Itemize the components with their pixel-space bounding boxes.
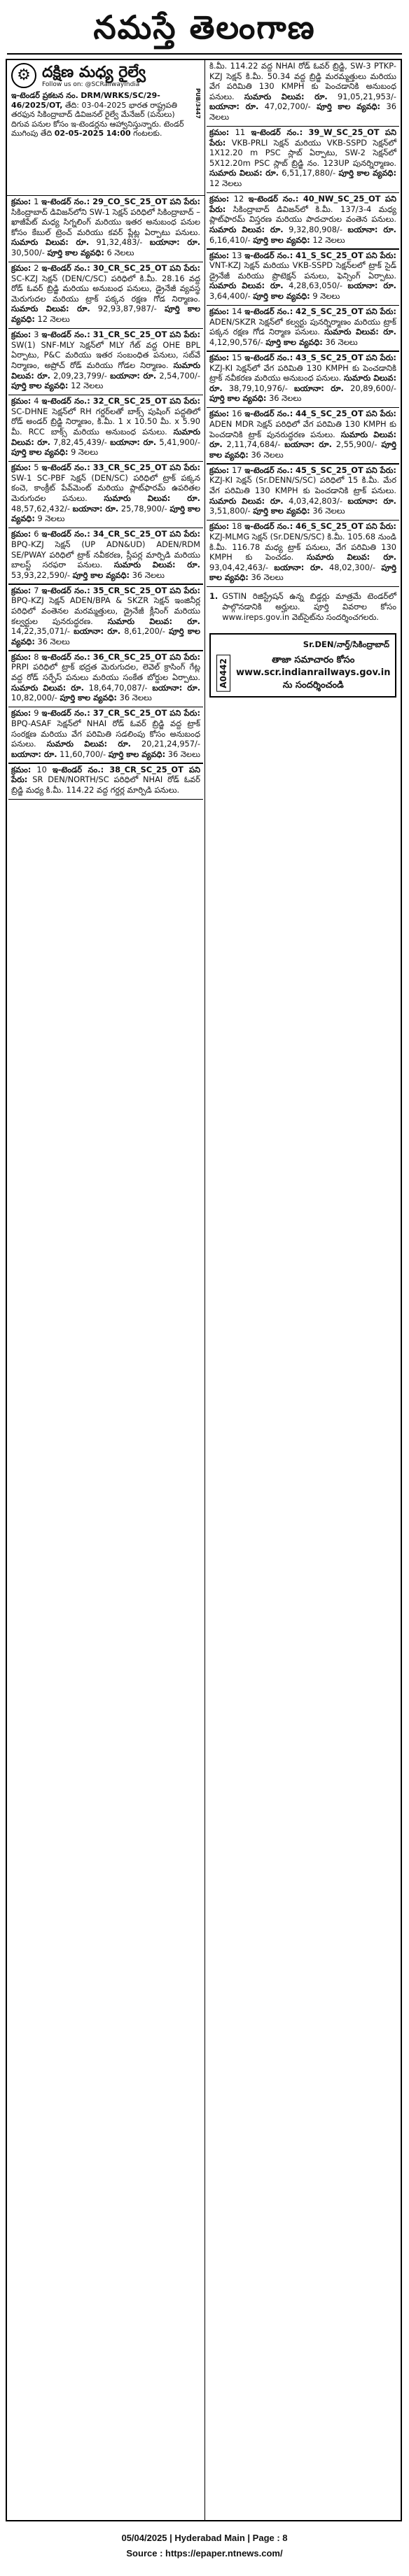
entry-tender-no: 31_CR_SC_25_OT xyxy=(92,330,167,340)
entry-work-text: ADEN/SKZR సెక్షన్‌లో కల్వర్టు పునర్నిర్మాణం మరియు ట్రాక్ పక్కన రక్షణ గోడ నిర్మాణ పనులు. xyxy=(209,316,396,337)
entry-work-label: పని పేరు: xyxy=(366,306,396,317)
entry-work-label: పని పేరు: xyxy=(366,250,396,260)
gstin-text: GSTIN రిజిస్ట్రేషన్ ఉన్న బిడ్డర్లు మాత్రమే టెండర్‌లో పాల్గొనడానికి అర్హులు. పూర్తి వివరాల కోసం www.ireps.gov.in వెబ్‌సైట్‌ను సందర్శించగలరు. xyxy=(222,591,396,622)
entry-tender-no: 33_CR_SC_25_OT xyxy=(92,462,167,473)
entry-serial: 13 xyxy=(232,250,242,260)
tender-entry xyxy=(205,127,401,192)
entry-tender-no: 42_S_SC_25_OT xyxy=(296,306,363,317)
entry-serial-label: క్రమం: xyxy=(11,764,32,774)
entry-emd-label: బయానా: రూ. xyxy=(74,626,121,637)
tender-entry xyxy=(7,528,204,583)
entry-work-text: VKB-PRLI సెక్షన్ మరియు VKB-SSPD సెక్షన్‌లో 1X12.20 m PSC స్లాబ్ ఏర్పాటు, SW-2 సెక్షన్‌లో 5X12.20m PSC స్లాబ్ బ్రిడ్జి నం. 123UP పునర్నిర్మాణం. xyxy=(209,137,396,168)
entry-tender-label: ఇ-టెండర్ నం.: xyxy=(41,330,90,340)
entry-cost: 91,05,21,953/- xyxy=(337,91,397,101)
entry-tender-label: ఇ-టెండర్ నం.: xyxy=(244,306,293,317)
entry-cost-label: సుమారు విలువ: రూ. xyxy=(209,373,396,393)
entry-serial-label: క్రమం: xyxy=(209,306,230,317)
entry-tender-label: ఇ-టెండర్ నం.: xyxy=(244,465,293,475)
entry-work-text: కి.మీ. 114.22 వద్ద NHAI రోడ్ ఓవర్ బ్రిడ్జి, SW-3 PTKP-KZJ సెక్షన్ కి.మీ. 50.34 వద్ద బ్రిడ్జి మరమ్మత్తులు మరియు వేగ పరిమితి 130 KMPH కు పెంచడానికి అనుబంధ పనులు. xyxy=(209,61,396,101)
entry-tender-no: 45_S_SC_25_OT xyxy=(296,465,363,475)
entry-period: 36 నెలలు xyxy=(269,393,302,404)
entry-period: 12 నెలలు xyxy=(37,314,70,325)
entry-cost-label: సుమారు విలువ: రూ. xyxy=(11,360,201,381)
right-entry-list xyxy=(205,60,401,587)
left-entry-list xyxy=(7,196,204,800)
entry-emd: 10,82,000/- xyxy=(11,693,57,703)
entry-period-label: పూర్తి కాల వ్యవధి: xyxy=(209,393,267,404)
entry-work-label: పని పేరు: xyxy=(169,462,201,473)
entry-serial: 7 xyxy=(34,585,39,595)
entry-tender-no: 39_W_SC_25_OT xyxy=(308,127,380,138)
entry-emd-label: బయానా: రూ. xyxy=(11,749,57,759)
entry-period-label: పూర్తి కాల వ్యవధి: xyxy=(11,304,201,325)
entry-emd: 30,500/- xyxy=(11,247,45,257)
entry-work-text: BPQ-ASAF సెక్షన్‌లో NHAI రోడ్ ఓవర్ బ్రిడ్జి వద్ద ట్రాక్ సంరక్షణ మరియు వేగ పరిమితి సడలింపు కోసం అనుబంధ పనులు. xyxy=(11,718,200,749)
entry-work-text: సికింద్రాబాద్ డివిజన్‌లో కి.మీ. 137/3-4 మధ్య ప్లాట్‌ఫారమ్ విస్తరణ మరియు పాదచారుల వంతెన పనులు. xyxy=(209,204,397,225)
entry-serial-label: క్రమం: xyxy=(11,529,32,539)
entry-period-label: పూర్తి కాల వ్యవధి: xyxy=(11,381,69,391)
entry-tender-no: 43_S_SC_25_OT xyxy=(296,352,363,362)
entry-tender-no: 41_S_SC_25_OT xyxy=(296,250,363,260)
tender-entry xyxy=(7,651,204,707)
tender-entry xyxy=(205,60,401,126)
entry-tender-label: ఇ-టెండర్ నం.: xyxy=(41,197,90,206)
entry-period-label: పూర్తి కాల వ్యవధి: xyxy=(317,101,381,112)
entry-work-label: పని పేరు: xyxy=(169,708,201,719)
entry-serial-label: క్రమం: xyxy=(11,708,32,719)
entry-emd: 5,41,900/- xyxy=(159,437,200,447)
entry-tender-no: 38_CR_SC_25_OT xyxy=(109,764,183,774)
entry-serial-label: క్రమం: xyxy=(209,250,230,260)
entry-cost-label: సుమారు విలువ: రూ. xyxy=(209,224,284,234)
tender-entry xyxy=(7,196,204,262)
entry-work-label: పని పేరు: xyxy=(11,764,200,785)
entry-tender-label: ఇ-టెండర్ నం.: xyxy=(41,585,90,595)
tender-entry xyxy=(205,408,401,463)
masthead-rule xyxy=(7,53,402,55)
entry-tender-label: ఇ-టెండర్ నం.: xyxy=(248,194,299,204)
entry-serial: 14 xyxy=(232,306,242,317)
entry-work-label: పని పేరు: xyxy=(209,194,396,214)
follow-line: Follow us on: @SCRailwayIndia xyxy=(42,81,140,88)
gstin-number: 1. xyxy=(209,591,219,602)
entry-emd: 3,51,800/- xyxy=(209,506,251,516)
entry-period-label: పూర్తి కాల వ్యవధి: xyxy=(253,234,310,245)
entry-work-text: KZJ-KI సెక్షన్‌లో వేగ పరిమితి 130 KMPH కు పెంచడానికి ట్రాక్ నవీకరణ మరియు అనుబంధ పనులు. xyxy=(209,362,396,383)
tender-entry xyxy=(205,352,401,407)
railway-name: దక్షిణ మధ్య రైల్వే xyxy=(42,63,146,81)
entry-serial: 9 xyxy=(34,708,39,719)
entry-tender-label: ఇ-టెండర్ నం.: xyxy=(251,127,303,138)
entry-period-label: పూర్తి కాల వ్యవధి: xyxy=(11,626,200,646)
entry-work-label: పని పేరు: xyxy=(366,521,396,532)
entry-cost-label: సుమారు విలువ: రూ. xyxy=(104,493,200,504)
tender-entry xyxy=(205,306,401,351)
entry-tender-label: ఇ-టెండర్ నం.: xyxy=(41,396,90,406)
entry-cost-label: సుమారు విలువ: రూ. xyxy=(244,91,328,101)
entry-work-text: VNT-KZJ సెక్షన్ మరియు VKB-SSPD సెక్షన్‌లలో ట్రాక్ సైడ్ డ్రైనేజీ మరియు ప్రొటెక్షన్ పనులు, ఫెన్సింగ్ ఏర్పాటు. xyxy=(209,260,396,281)
ref-number: DRM/WRKS/SC/29-46/2025/OT, xyxy=(11,91,160,110)
tender-entry xyxy=(7,329,204,395)
entry-work-text: BPQ-KZJ సెక్షన్ ADEN/BPA & SKZR సెక్షన్ ఇంజినీర్ల పరిధిలో వంతెనల మరమ్మత్తులు, డ్రైనేజీ క్లీనింగ్ మరియు కల్వర్టుల పునరుద్ధరణ. xyxy=(11,595,200,626)
entry-period-label: పూర్తి కాల వ్యవధి: xyxy=(11,503,200,524)
tender-entry xyxy=(205,193,401,248)
entry-period: 36 నెలలు xyxy=(325,337,358,347)
entry-work-label: పని పేరు: xyxy=(366,409,396,419)
entry-work-text: KZJ-KI సెక్షన్ (Sr.DENN/S/SC) పరిధిలో 15 కి.మీ. మేర వేగ పరిమితి 130 KMPH కు పెంచడానికి ట్రాక్ పనులు. xyxy=(209,475,396,496)
entry-period-label: పూర్తి కాల వ్యవధి: xyxy=(72,569,130,580)
entry-cost: 4,03,42,803/- xyxy=(289,495,342,506)
entry-serial: 4 xyxy=(34,396,39,406)
entry-cost: 91,32,483/- xyxy=(96,237,143,248)
entry-cost: 20,21,24,957/- xyxy=(141,739,201,749)
entry-period-label: పూర్తి కాల వ్యవధి: xyxy=(108,749,166,759)
entry-emd-label: బయానా: రూ. xyxy=(110,437,157,447)
entry-work-label: పని పేరు: xyxy=(169,330,201,340)
entry-work-label: పని పేరు: xyxy=(209,127,396,148)
entry-serial-label: క్రమం: xyxy=(11,263,32,274)
entry-period: 9 నెలలు xyxy=(37,514,65,524)
tender-notice xyxy=(6,59,402,2521)
entry-cost-label: సుమారు విలువ: రూ. xyxy=(46,739,132,749)
tender-entry xyxy=(7,395,204,461)
entry-serial: 3 xyxy=(34,330,39,340)
signature: Sr.DEN/నార్త్/సికింద్రాబాద్ xyxy=(303,639,389,650)
entry-period: 6 నెలలు xyxy=(106,247,134,257)
close-date: 02-05-2025 xyxy=(54,129,104,138)
entry-period-label: పూర్తి కాల వ్యవధి: xyxy=(253,290,310,301)
entry-work-text: ADEN MDR సెక్షన్ పరిధిలో వేగ పరిమితి 130 KMPH కు పెంచడానికి ట్రాక్ పునరుద్ధరణ పనులు. xyxy=(209,419,396,439)
entry-serial-label: క్రమం: xyxy=(209,409,230,419)
entry-cost: 18,64,70,087/- xyxy=(88,682,148,693)
entry-period-label: పూర్తి కాల వ్యవధి: xyxy=(47,247,104,257)
entry-cost: 38,79,10,976/- xyxy=(228,383,288,393)
entry-period-label: పూర్తి కాల వ్యవధి: xyxy=(265,337,323,347)
footer-bar xyxy=(216,654,389,692)
entry-serial: 12 xyxy=(233,194,244,204)
right-column xyxy=(205,60,401,2520)
entry-serial: 5 xyxy=(34,462,39,473)
entry-tender-label: ఇ-టెండర్ నం.: xyxy=(244,250,293,260)
entry-emd-label: బయానా: రూ. xyxy=(284,439,332,450)
entry-cost: 53,93,22,590/- xyxy=(11,569,71,580)
entry-tender-no: 30_CR_SC_25_OT xyxy=(92,263,167,274)
entry-tender-label: ఇ-టెండర్ నం.: xyxy=(41,708,90,719)
tender-entry xyxy=(7,462,204,528)
entry-work-label: పని పేరు: xyxy=(169,263,201,274)
entry-emd: 6,16,410/- xyxy=(209,234,251,245)
entry-serial-label: క్రమం: xyxy=(209,465,230,475)
entry-cost: 2,11,74,684/- xyxy=(226,439,281,450)
entry-serial: 1 xyxy=(34,197,39,206)
entry-emd-label: బయానా: రూ. xyxy=(152,682,201,693)
entry-cost: 14,22,35,071/- xyxy=(11,626,71,637)
entry-tender-no: 34_CR_SC_25_OT xyxy=(92,529,167,539)
entry-period: 9 నెలలు xyxy=(71,447,99,458)
tender-entry xyxy=(7,262,204,328)
entry-cost-label: సుమారు విలువ: రూ. xyxy=(11,237,90,248)
entry-period: 36 నెలలు xyxy=(251,572,284,583)
close-suffix: గంటలకు. xyxy=(133,129,162,138)
entry-serial: 15 xyxy=(232,352,242,362)
entry-tender-label: ఇ-టెండర్ నం.: xyxy=(52,764,104,774)
vertical-code: PUB/3447 xyxy=(195,88,201,119)
entry-cost: 48,57,62,432/- xyxy=(11,503,71,514)
entry-emd: 11,60,700/- xyxy=(60,749,106,759)
entry-serial: 11 xyxy=(235,127,246,138)
entry-cost-label: సుమారు విలువ: రూ. xyxy=(113,560,200,570)
entry-emd-label: బయానా: రూ. xyxy=(72,503,119,514)
entry-emd: 8,61,200/- xyxy=(124,626,165,637)
entry-work-text: SC-DHNE సెక్షన్‌లో RH గర్డర్‌లతో బాక్స్ పుషింగ్ పద్ధతిలో రోడ్ అండర్ బ్రిడ్జి నిర్మాణం, కి.మీ. 1 x 10.50 మీ. x 5.90 మీ. RCC బాక్స్ మరియు అనుబంధ పనులు. xyxy=(11,406,200,437)
entry-serial: 16 xyxy=(232,409,242,419)
tender-entry xyxy=(205,250,401,305)
entry-divider xyxy=(8,799,203,800)
entry-cost-label: సుమారు విలువ: రూ. xyxy=(107,616,200,626)
entry-work-label: పని పేరు: xyxy=(169,651,201,662)
entry-period: 36 నెలలు xyxy=(251,449,284,460)
edition-line: 05/04/2025 | Hyderabad Main | Page : 8 xyxy=(121,2533,288,2543)
entry-emd-label: బయానా: రూ. xyxy=(149,237,201,248)
tender-intro: ఇ-టెండర్ ప్రకటన నం. xyxy=(11,91,78,100)
entry-cost-label: సుమారు విలువ: రూ. xyxy=(11,304,90,314)
entry-serial-label: క్రమం: xyxy=(209,194,230,204)
entry-period: 36 నెలలు xyxy=(209,101,397,122)
entry-emd: 20,89,600/- xyxy=(350,383,397,393)
entry-cost-label: సుమారు విలువ: రూ. xyxy=(11,682,84,693)
ad-code: A0442 xyxy=(216,655,230,692)
entry-emd-label: బయానా: రూ. xyxy=(274,562,324,572)
entry-cost: 9,32,80,908/- xyxy=(289,224,342,234)
entry-period: 36 నెలలు xyxy=(119,693,152,703)
entry-serial-label: క్రమం: xyxy=(209,127,230,138)
entry-cost: 4,28,63,050/- xyxy=(289,281,342,291)
entry-work-label: పని పేరు: xyxy=(169,585,201,595)
entry-emd-label: బయానా: రూ. xyxy=(293,383,344,393)
entry-period: 36 నెలలు xyxy=(132,569,165,580)
entry-cost-label: సుమారు విలువ: రూ. xyxy=(307,552,397,562)
entry-period-label: పూర్తి కాల వ్యవధి: xyxy=(338,168,397,178)
entry-work-label: పని పేరు: xyxy=(169,197,201,206)
entry-emd-label: బయానా: రూ. xyxy=(110,370,157,381)
masthead: నమస్తే తెలంగాణ xyxy=(93,8,316,46)
entry-tender-label: ఇ-టెండర్ నం.: xyxy=(41,263,90,274)
entry-serial-label: క్రమం: xyxy=(11,197,32,206)
entry-serial: 18 xyxy=(232,521,242,532)
entry-work-label: పని పేరు: xyxy=(169,529,201,539)
entry-cost: 6,51,17,880/- xyxy=(282,168,336,178)
entry-tender-no: 36_CR_SC_25_OT xyxy=(92,651,167,662)
entry-cost: 4,12,90,576/- xyxy=(209,337,263,347)
entry-period: 12 నెలలు xyxy=(71,381,104,391)
tender-entry xyxy=(205,465,401,520)
entry-work-label: పని పేరు: xyxy=(366,352,396,362)
entry-cost: 7,82,45,439/- xyxy=(53,437,107,447)
entry-serial: 8 xyxy=(34,651,39,662)
entry-tender-no: 46_S_SC_25_OT xyxy=(296,521,363,532)
notice-header xyxy=(7,60,204,196)
railway-logo-icon: ⚙ xyxy=(11,63,36,88)
entry-tender-no: 44_S_SC_25_OT xyxy=(296,409,363,419)
entry-period-label: పూర్తి కాల వ్యవధి: xyxy=(60,693,117,703)
entry-tender-label: ఇ-టెండర్ నం.: xyxy=(244,409,293,419)
entry-period: 36 నెలలు xyxy=(37,636,70,646)
entry-serial-label: క్రమం: xyxy=(209,521,230,532)
entry-period: 36 నెలలు xyxy=(167,749,200,759)
entry-tender-label: ఇ-టెండర్ నం.: xyxy=(244,521,293,532)
entry-cost: 92,93,87,987/- xyxy=(97,304,157,314)
entry-serial: 17 xyxy=(232,465,242,475)
entry-tender-label: ఇ-టెండర్ నం.: xyxy=(244,352,293,362)
entry-emd-label: బయానా: రూ. xyxy=(347,495,397,506)
entry-period-label: పూర్తి కాల వ్యవధి: xyxy=(209,562,396,583)
entry-period: 12 నెలలు xyxy=(312,234,345,245)
entry-work-text: SW-1 SC-PBF సెక్షన్ (DEN/SC) పరిధిలో ట్రాక్ పక్కన కంచె, కాంక్రీట్ పేవ్‌మెంట్ మరియు ప్లాట్‌ఫారమ్ ఉపరితల మెరుగుదల పనులు. xyxy=(11,472,200,504)
ref-date: తేది: 03-04-2025 xyxy=(64,100,127,110)
entry-period-label: పూర్తి కాల వ్యవధి: xyxy=(253,506,310,516)
entry-serial: 10 xyxy=(36,764,47,774)
entry-tender-label: ఇ-టెండర్ నం.: xyxy=(41,529,90,539)
header-text xyxy=(11,91,189,139)
entry-cost-label: సుమారు విలువ: రూ. xyxy=(209,168,279,178)
tender-entry xyxy=(7,707,204,763)
entry-emd-label: బయానా: రూ. xyxy=(347,281,397,291)
entry-work-label: పని పేరు: xyxy=(169,396,201,406)
entry-tender-label: ఇ-టెండర్ నం.: xyxy=(41,462,90,473)
entry-tender-no: 37_CR_SC_25_OT xyxy=(92,708,167,719)
entry-emd: 47,02,700/- xyxy=(264,101,311,112)
entry-work-text: SW(1) SNF-MLY సెక్షన్‌లో MLY గేట్ వద్ద OHE BPL ఏర్పాటు, P&C మరియు ఇతర సంబంధిత పనులు, సబ్‌వే నిర్మాణం, అప్రోచ్ రోడ్ మరియు గోడల నిర్మాణం. xyxy=(11,339,200,370)
entry-cost-label: సుమారు విలువ: రూ. xyxy=(209,429,397,450)
entry-work-label: పని పేరు: xyxy=(366,465,396,475)
entry-tender-no: 29_CO_SC_25_OT xyxy=(92,197,167,206)
entry-serial: 2 xyxy=(34,263,39,274)
signature-box xyxy=(209,633,396,698)
entry-serial: 6 xyxy=(34,529,39,539)
entry-tender-no: 40_NW_SC_25_OT xyxy=(303,194,381,204)
entry-cost-label: సుమారు విలువ: రూ. xyxy=(209,281,284,291)
entry-emd: 48,02,300/- xyxy=(329,562,375,572)
entry-emd-label: బయానా: రూ. xyxy=(347,224,397,234)
entry-period: 9 నెలలు xyxy=(312,290,340,301)
entry-serial-label: క్రమం: xyxy=(11,585,32,595)
gstin-note xyxy=(205,587,401,626)
entry-work-text: KZJ-MLMG సెక్షన్ (Sr.DEN/S/SC) కి.మీ. 105.68 నుండి కి.మీ. 116.78 మధ్య ట్రాక్ పనులు, వేగ పరిమితి 130 KMPH కు పెంచడం. xyxy=(209,531,396,562)
tender-entry xyxy=(7,764,204,799)
entry-tender-no: 35_CR_SC_25_OT xyxy=(92,585,167,595)
entry-period-label: పూర్తి కాల వ్యవధి: xyxy=(209,439,396,460)
entry-period: 12 నెలలు xyxy=(209,178,242,189)
entry-emd: 3,64,400/- xyxy=(209,290,251,301)
website-message: తాజా సమాచారం కోసం www.scr.indianrailways.gov.in ను సందర్శించండి xyxy=(236,655,391,691)
entry-cost-label: సుమారు విలువ: రూ. xyxy=(324,327,396,337)
entry-cost: 93,04,42,463/- xyxy=(209,562,269,572)
entry-tender-no: 32_CR_SC_25_OT xyxy=(92,396,167,406)
entry-serial-label: క్రమం: xyxy=(11,396,32,406)
entry-emd-label: బయానా: రూ. xyxy=(209,101,259,112)
entry-serial-label: క్రమం: xyxy=(11,462,32,473)
tender-entry xyxy=(205,521,401,586)
entry-period-label: పూర్తి కాల వ్యవధి: xyxy=(11,447,69,458)
invite-text: భారత రాష్ట్రపతి తరఫున సికింద్రాబాద్ డివిజనల్ రైల్వే మేనేజర్ (పనులు) దిగువ పనుల కోసం ఇ-టెండర్లను ఆహ్వానిస్తున్నారు. టెండర్ ముగింపు తేది xyxy=(11,100,184,138)
entry-cost-label: సుమారు విలువ: రూ. xyxy=(209,495,284,506)
entry-emd: 2,55,900/- xyxy=(335,439,377,450)
close-time: 14:00 xyxy=(106,129,131,138)
left-column xyxy=(7,60,205,2520)
source-line: Source : https://epaper.ntnews.com/ xyxy=(126,2548,283,2559)
entry-work-text: BPQ-KZJ సెక్షన్ (UP ADN&UD) ADEN/RDM SE/PWAY పరిధిలో ట్రాక్ నవీకరణ, స్లీపర్ల మార్పిడి మరియు బాలస్ట్ సరఫరా పనులు. xyxy=(11,539,200,570)
tender-entry xyxy=(7,585,204,651)
entry-work-text: SC-KZJ సెక్షన్ (DEN/C/SC) పరిధిలో కి.మీ. 28.16 వద్ద రోడ్ ఓవర్ బ్రిడ్జి మరియు అనుబంధ పనులు, డ్రైనేజీ వ్యవస్థ మెరుగుదల మరియు ట్రాక్ పక్కన రక్షణ గోడ నిర్మాణం. xyxy=(11,273,200,304)
entry-emd: 25,78,900/- xyxy=(120,503,167,514)
entry-serial-label: క్రమం: xyxy=(11,651,32,662)
entry-period: 36 నెలలు xyxy=(312,506,345,516)
entry-work-text: PRPI పరిధిలో ట్రాక్ భద్రత మెరుగుదల, లెవెల్ క్రాసింగ్ గేట్ల వద్ద రోడ్ సర్ఫేస్ పనులు మరియు సంకేత బోర్డుల ఏర్పాటు. xyxy=(11,662,200,683)
entry-cost: 2,09,23,799/- xyxy=(53,370,107,381)
entry-cost-label: సుమారు విలువ: రూ. xyxy=(11,426,201,447)
entry-serial-label: క్రమం: xyxy=(209,352,230,362)
entry-work-text: సికింద్రాబాద్ డివిజన్‌లోని SW-1 సెక్షన్ పరిధిలో సికింద్రాబాద్ – ఖాజీపేట్ మధ్య సిగ్నలింగ్ మరియు ఇతర అనుబంధ పనుల కోసం కేబుల్ ట్రెంచ్ మరియు కవర్ ప్లేట్ల ఏర్పాటు పనులు. xyxy=(11,206,200,237)
entry-emd: 2,54,700/- xyxy=(159,370,200,381)
entry-tender-label: ఇ-టెండర్ నం.: xyxy=(41,651,90,662)
entry-work-text: SR DEN/NORTH/SC పరిధిలో NHAI రోడ్ ఓవర్ బ్రిడ్జి మధ్య కి.మీ. 114.22 వద్ద గర్డర్ల మార్పిడి పనులు. xyxy=(11,774,201,795)
entry-serial-label: క్రమం: xyxy=(11,330,32,340)
